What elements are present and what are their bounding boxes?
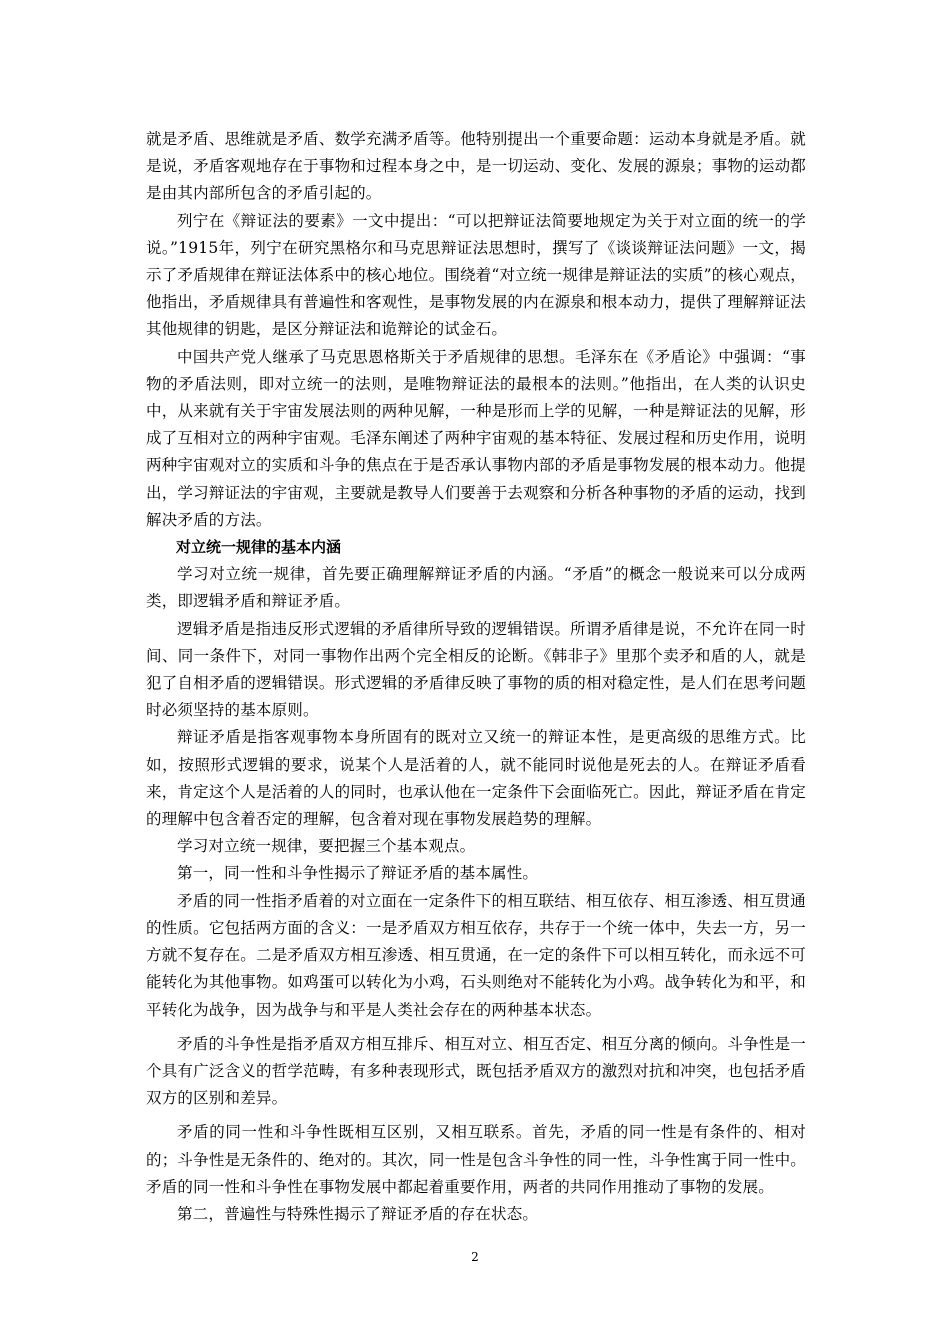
paragraph-struggle: 矛盾的斗争性是指矛盾双方相互排斥、相互对立、相互否定、相互分离的倾向。斗争性是一个具有广泛含义的哲学范畴，有多种表现形式，既包括矛盾双方的激烈对抗和冲突，也包括矛盾双方的区别和差异。 [146, 1034, 806, 1108]
paragraph-logical-contradiction: 逻辑矛盾是指违反形式逻辑的矛盾律所导致的逻辑错误。所谓矛盾律是说，不允许在同一时间、同一条件下，对同一事物作出两个完全相反的论断。《韩非子》里那个卖矛和盾的人，就是犯了自相矛盾的逻辑错误。形式逻辑的矛盾律反映了事物的质的相对稳定性，是人们在思考问题时必须坚持的基本原则。 [146, 619, 806, 720]
section-heading: 对立统一规律的基本内涵 [176, 538, 342, 557]
paragraph-lenin: 列宁在《辩证法的要素》一文中提出：“可以把辩证法简要地规定为关于对立面的统一的学说。”1915年，列宁在研究黑格尔和马克思辩证法思想时，撰写了《谈谈辩证法问题》一文，揭示了矛盾规律在辩证法体系中的核心地位。围绕着“对立统一规律是辩证法的实质”的核心观点，他指出，矛盾规律具有普遍性和客观性，是事物发展的内在源泉和根本动力，提供了理解辩证法其他规律的钥匙，是区分辩证法和诡辩论的试金石。 [146, 211, 806, 339]
paragraph-mao: 中国共产党人继承了马克思恩格斯关于矛盾规律的思想。毛泽东在《矛盾论》中强调：“事物的矛盾法则，即对立统一的法则，是唯物辩证法的最根本的法则。”他指出，在人类的认识史中，从来就有关于宇宙发展法则的两种见解，一种是形而上学的见解，一种是辩证法的见解，形成了互相对立的两种宇宙观。毛泽东阐述了两种宇宙观的基本特征、发展过程和历史作用，说明两种宇宙观对立的实质和斗争的焦点在于是否承认事物内部的矛盾是事物发展的根本动力。他提出，学习辩证法的宇宙观，主要就是教导人们要善于去观察和分析各种事物的矛盾的运动，找到解决矛盾的方法。 [146, 347, 806, 529]
page-number: 2 [471, 1250, 479, 1264]
paragraph-intro: 学习对立统一规律，首先要正确理解辩证矛盾的内涵。“矛盾”的概念一般说来可以分成两类，即逻辑矛盾和辩证矛盾。 [146, 565, 806, 611]
paragraph-identity: 矛盾的同一性指矛盾着的对立面在一定条件下的相互联结、相互依存、相互渗透、相互贯通的性质。它包括两方面的含义：一是矛盾双方相互依存，共存于一个统一体中，失去一方，另一方就不复存在。二是矛盾双方相互渗透、相互贯通，在一定的条件下可以相互转化，而永远不可能转化为其他事物。如鸡蛋可以转化为小鸡，石头则绝对不能转化为小鸡。战争转化为和平，和平转化为战争，因为战争与和平是人类社会存在的两种基本状态。 [146, 891, 806, 1019]
paragraph-point-two: 第二，普遍性与特殊性揭示了辩证矛盾的存在状态。 [177, 1204, 539, 1223]
paragraph-relation: 矛盾的同一性和斗争性既相互区别，又相互联系。首先，矛盾的同一性是有条件的、相对的；斗争性是无条件的、绝对的。其次，同一性是包含斗争性的同一性，斗争性寓于同一性中。矛盾的同一性和斗争性在事物发展中都起着重要作用，两者的共同作用推动了事物的发展。 [146, 1123, 806, 1196]
paragraph-three-points: 学习对立统一规律，要把握三个基本观点。 [177, 837, 476, 856]
document-body [146, 126, 806, 1228]
paragraph-continuation: 就是矛盾、思维就是矛盾、数学充满矛盾等。他特别提出一个重要命题：运动本身就是矛盾。就是说，矛盾客观地存在于事物和过程本身之中，是一切运动、变化、发展的源泉；事物的运动都是由其内部所包含的矛盾引起的。 [146, 130, 806, 203]
paragraph-dialectical-contradiction: 辩证矛盾是指客观事物本身所固有的既对立又统一的辩证本性，是更高级的思维方式。比如，按照形式逻辑的要求，说某个人是活着的人，就不能同时说他是死去的人。在辩证矛盾看来，肯定这个人是活着的人的同时，也承认他在一定条件下会面临死亡。因此，辩证矛盾在肯定的理解中包含着否定的理解，包含着对现在事物发展趋势的理解。 [146, 728, 806, 829]
paragraph-point-one: 第一，同一性和斗争性揭示了辩证矛盾的基本属性。 [177, 864, 539, 883]
